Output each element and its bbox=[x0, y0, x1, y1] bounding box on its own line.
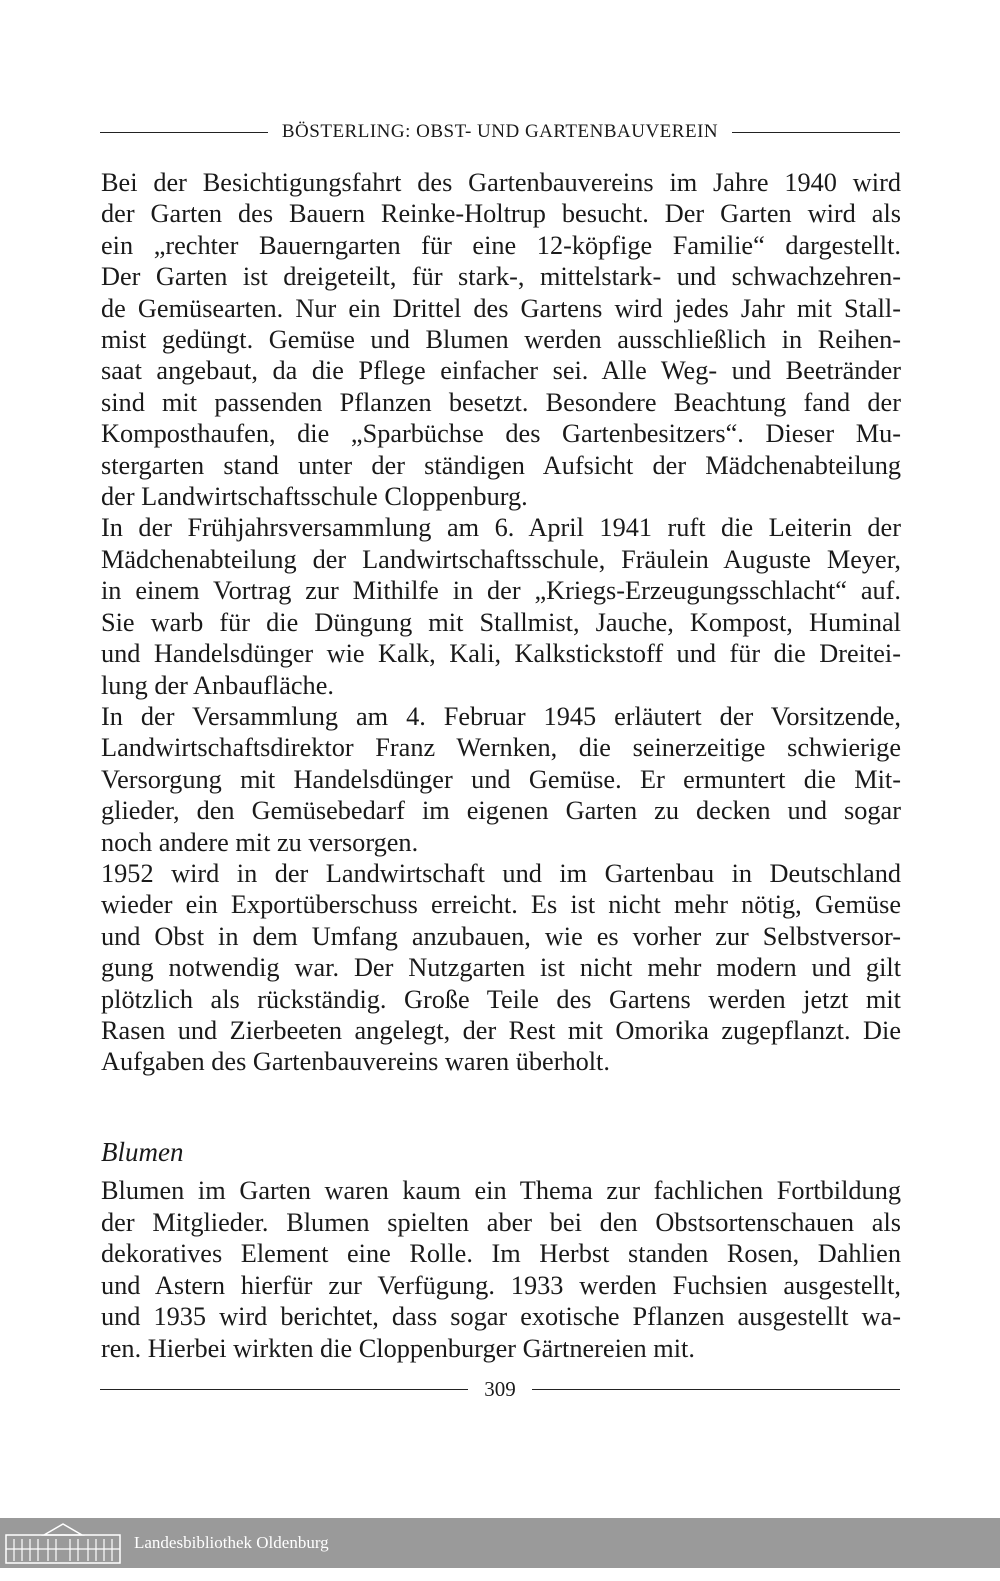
text-line: noch andere mit zu versorgen. bbox=[101, 827, 419, 857]
paragraph-2 bbox=[101, 512, 901, 700]
text-line: Aufgaben des Gartenbauvereins waren überholt. bbox=[101, 1047, 610, 1077]
footer-rule-left bbox=[100, 1389, 468, 1390]
header-rule-right bbox=[732, 132, 900, 133]
footer-rule-right bbox=[532, 1389, 900, 1390]
text-line: ein „rechter Bauerngarten für eine 12-köpfige Familie“ dargestellt. bbox=[101, 230, 901, 260]
text-line: stergarten stand unter der ständigen Aufsicht der Mädchenabteilung bbox=[101, 450, 901, 480]
text-line: Blumen im Garten waren kaum ein Thema zur fachlichen Fortbildung bbox=[101, 1176, 901, 1205]
text-line: der Garten des Bauern Reinke-Holtrup besucht. Der Garten wird als bbox=[101, 199, 901, 229]
text-line: sind mit passenden Pflanzen besetzt. Besondere Beachtung fand der bbox=[101, 387, 901, 417]
running-header bbox=[100, 117, 900, 147]
text-line: Landwirtschaftsdirektor Franz Wernken, die seinerzeitige schwierige bbox=[101, 733, 901, 763]
text-line: und 1935 wird berichtet, dass sogar exotische Pflanzen ausgestellt wa- bbox=[101, 1302, 901, 1332]
page-number: 309 bbox=[484, 1376, 516, 1401]
header-rule-left bbox=[100, 132, 268, 133]
text-line: mist gedüngt. Gemüse und Blumen werden ausschließlich in Reihen- bbox=[101, 325, 901, 355]
body-text bbox=[101, 167, 901, 1078]
text-line: wieder ein Exportüberschuss erreicht. Es ist nicht mehr nötig, Gemüse bbox=[101, 890, 901, 920]
header-title: BÖSTERLING: OBST- UND GARTENBAUVEREIN bbox=[281, 121, 719, 142]
section-text bbox=[101, 1175, 901, 1365]
section-heading: Blumen bbox=[101, 1137, 184, 1167]
text-line: 1952 wird in der Landwirtschaft und im Gartenbau in Deutschland bbox=[101, 858, 901, 888]
text-line: Mädchenabteilung der Landwirtschaftsschule, Fräulein Auguste Meyer, bbox=[101, 544, 901, 574]
text-line: Versorgung mit Handelsdünger und Gemüse. Er ermuntert die Mit- bbox=[101, 764, 901, 794]
text-line: In der Versammlung am 4. Februar 1945 erläutert der Vorsitzende, bbox=[101, 701, 901, 731]
text-line: In der Frühjahrsversammlung am 6. April 1941 ruft die Leiterin der bbox=[101, 513, 901, 543]
text-line: der Landwirtschaftsschule Cloppenburg. bbox=[101, 482, 528, 512]
paragraph-3 bbox=[101, 701, 901, 858]
library-name: Landesbibliothek Oldenburg bbox=[134, 1533, 329, 1552]
text-line: der Mitglieder. Blumen spielten aber bei den Obstsortenschauen als bbox=[101, 1207, 901, 1237]
text-line: Komposthaufen, die „Sparbüchse des Gartenbesitzers“. Dieser Mu- bbox=[101, 419, 901, 449]
text-line: Bei der Besichtigungsfahrt des Gartenbauvereins im Jahre 1940 wird bbox=[101, 168, 901, 197]
library-building-icon bbox=[4, 1521, 122, 1565]
text-line: gung notwendig war. Der Nutzgarten ist nicht mehr modern und gilt bbox=[101, 953, 901, 983]
paragraph-4 bbox=[101, 858, 901, 1078]
text-line: Der Garten ist dreigeteilt, für stark-, mittelstark- und schwachzehren- bbox=[101, 262, 901, 292]
text-line: und Obst in dem Umfang anzubauen, wie es vorher zur Selbstversor- bbox=[101, 921, 901, 951]
text-line: plötzlich als rückständig. Große Teile des Gartens werden jetzt mit bbox=[101, 984, 901, 1014]
text-line: lung der Anbaufläche. bbox=[101, 670, 334, 700]
text-line: Rasen und Zierbeeten angelegt, der Rest mit Omorika zugepflanzt. Die bbox=[101, 1015, 901, 1045]
text-line: und Handelsdünger wie Kalk, Kali, Kalkstickstoff und für die Dreitei- bbox=[101, 639, 901, 669]
paragraph-1 bbox=[101, 167, 901, 512]
text-line: Sie warb für die Düngung mit Stallmist, Jauche, Kompost, Huminal bbox=[101, 607, 901, 637]
text-line: glieder, den Gemüsebedarf im eigenen Garten zu decken und sogar bbox=[101, 796, 901, 826]
text-line: und Astern hierfür zur Verfügung. 1933 werden Fuchsien ausgestellt, bbox=[101, 1270, 901, 1300]
text-line: in einem Vortrag zur Mithilfe in der „Kriegs-Erzeugungsschlacht“ auf. bbox=[101, 576, 901, 606]
text-line: saat angebaut, da die Pflege einfacher sei. Alle Weg- und Beetränder bbox=[101, 356, 901, 386]
library-banner bbox=[0, 1518, 1000, 1568]
page-footer bbox=[100, 1374, 900, 1404]
text-line: dekoratives Element eine Rolle. Im Herbst standen Rosen, Dahlien bbox=[101, 1239, 901, 1269]
text-line: ren. Hierbei wirkten die Cloppenburger Gärtnereien mit. bbox=[101, 1333, 695, 1363]
text-line: de Gemüsearten. Nur ein Drittel des Gartens wird jedes Jahr mit Stall- bbox=[101, 293, 901, 323]
